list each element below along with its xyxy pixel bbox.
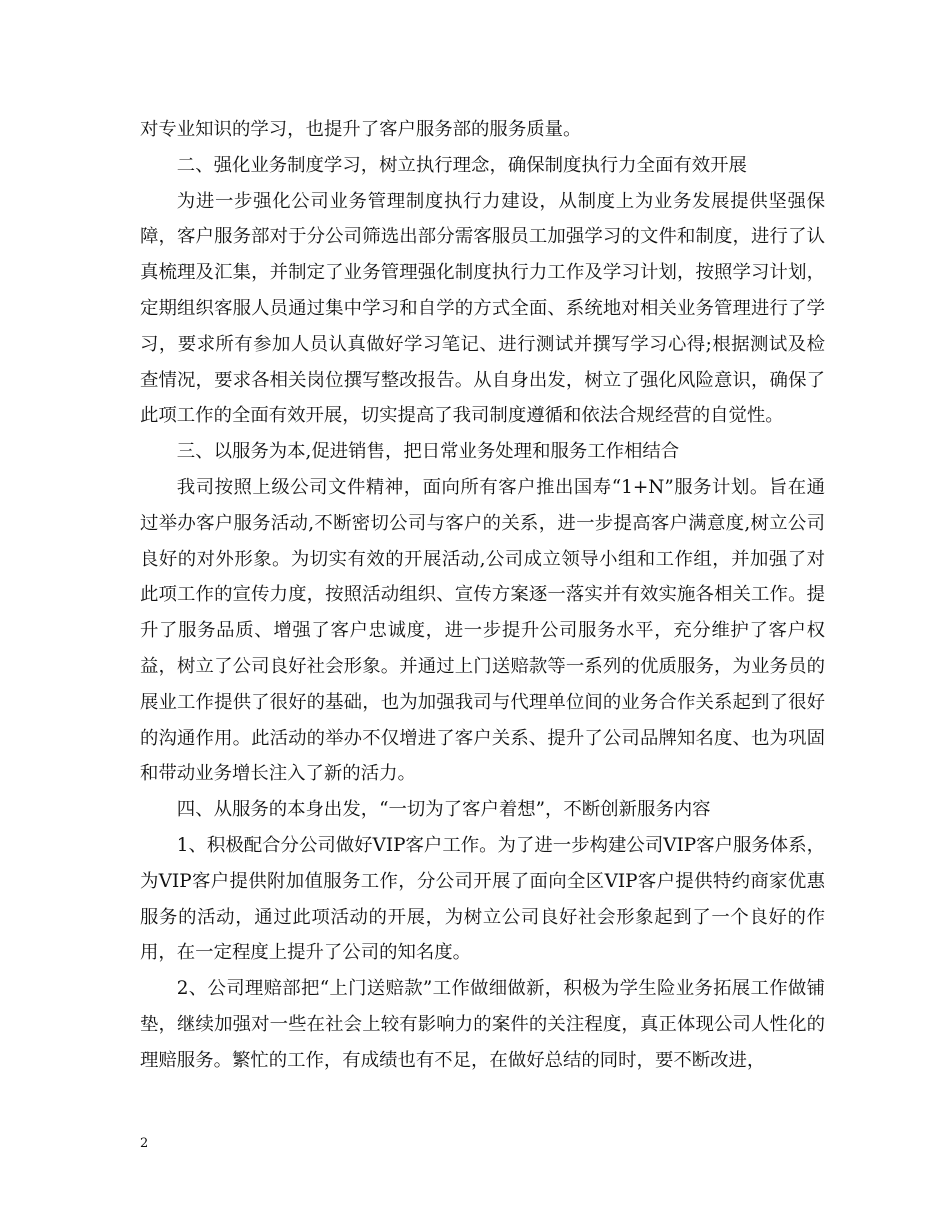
- page-number: 2: [140, 1136, 149, 1151]
- paragraph: 我司按照上级公司文件精神，面向所有客户推出国寿“1+N”服务计划。旨在通过举办客户服务活动,不断密切公司与客户的关系，进一步提高客户满意度,树立公司良好的对外形象。为切实有效的开展活动,公司成立领导小组和工作组，并加强了对此项工作的宣传力度，按照活动组织、宣传方案逐一落实并有效实施各相关工作。提升了服务品质、增强了客户忠诚度，进一步提升公司服务水平，充分维护了客户权益，树立了公司良好社会形象。并通过上门送赔款等一系列的优质服务，为业务员的展业工作提供了很好的基础，也为加强我司与代理单位间的业务合作关系起到了很好的沟通作用。此活动的举办不仅增进了客户关系、提升了公司品牌知名度、也为巩固和带动业务增长注入了新的活力。: [140, 476, 825, 785]
- section-heading-2: 二、强化业务制度学习，树立执行理念，确保制度执行力全面有效开展: [176, 154, 747, 176]
- paragraph: 1、积极配合分公司做好VIP客户工作。为了进一步构建公司VIP客户服务体系，为VIP客户提供附加值服务工作，分公司开展了面向全区VIP客户提供特约商家优惠服务的活动，通过此项活动的开展，为树立公司良好社会形象起到了一个良好的作用，在一定程度上提升了公司的知名度。: [140, 834, 825, 964]
- section-heading-3: 三、以服务为本,促进销售，把日常业务处理和服务工作相结合: [176, 441, 680, 463]
- paragraph: 为进一步强化公司业务管理制度执行力建设，从制度上为业务发展提供坚强保障，客户服务部对于分公司筛选出部分需客服员工加强学习的文件和制度，进行了认真梳理及汇集，并制定了业务管理强化制度执行力工作及学习计划，按照学习计划，定期组织客服人员通过集中学习和自学的方式全面、系统地对相关业务管理进行了学习，要求所有参加人员认真做好学习笔记、进行测试并撰写学习心得;根据测试及检查情况，要求各相关岗位撰写整改报告。从自身出发，树立了强化风险意识，确保了此项工作的全面有效开展，切实提高了我司制度遵循和依法合规经营的自觉性。: [140, 190, 825, 427]
- document-body: [140, 112, 825, 1079]
- section-heading-4: 四、从服务的本身出发，“一切为了客户着想”，不断创新服务内容: [176, 799, 711, 821]
- paragraph-continuation: 对专业知识的学习，也提升了客户服务部的服务质量。: [140, 119, 582, 140]
- paragraph: 2、公司理赔部把“上门送赔款”工作做细做新，积极为学生险业务拓展工作做铺垫，继续加强对一些在社会上较有影响力的案件的关注程度，真正体现公司人性化的理赔服务。繁忙的工作，有成绩也有不足，在做好总结的同时，要不断改进，: [140, 978, 825, 1071]
